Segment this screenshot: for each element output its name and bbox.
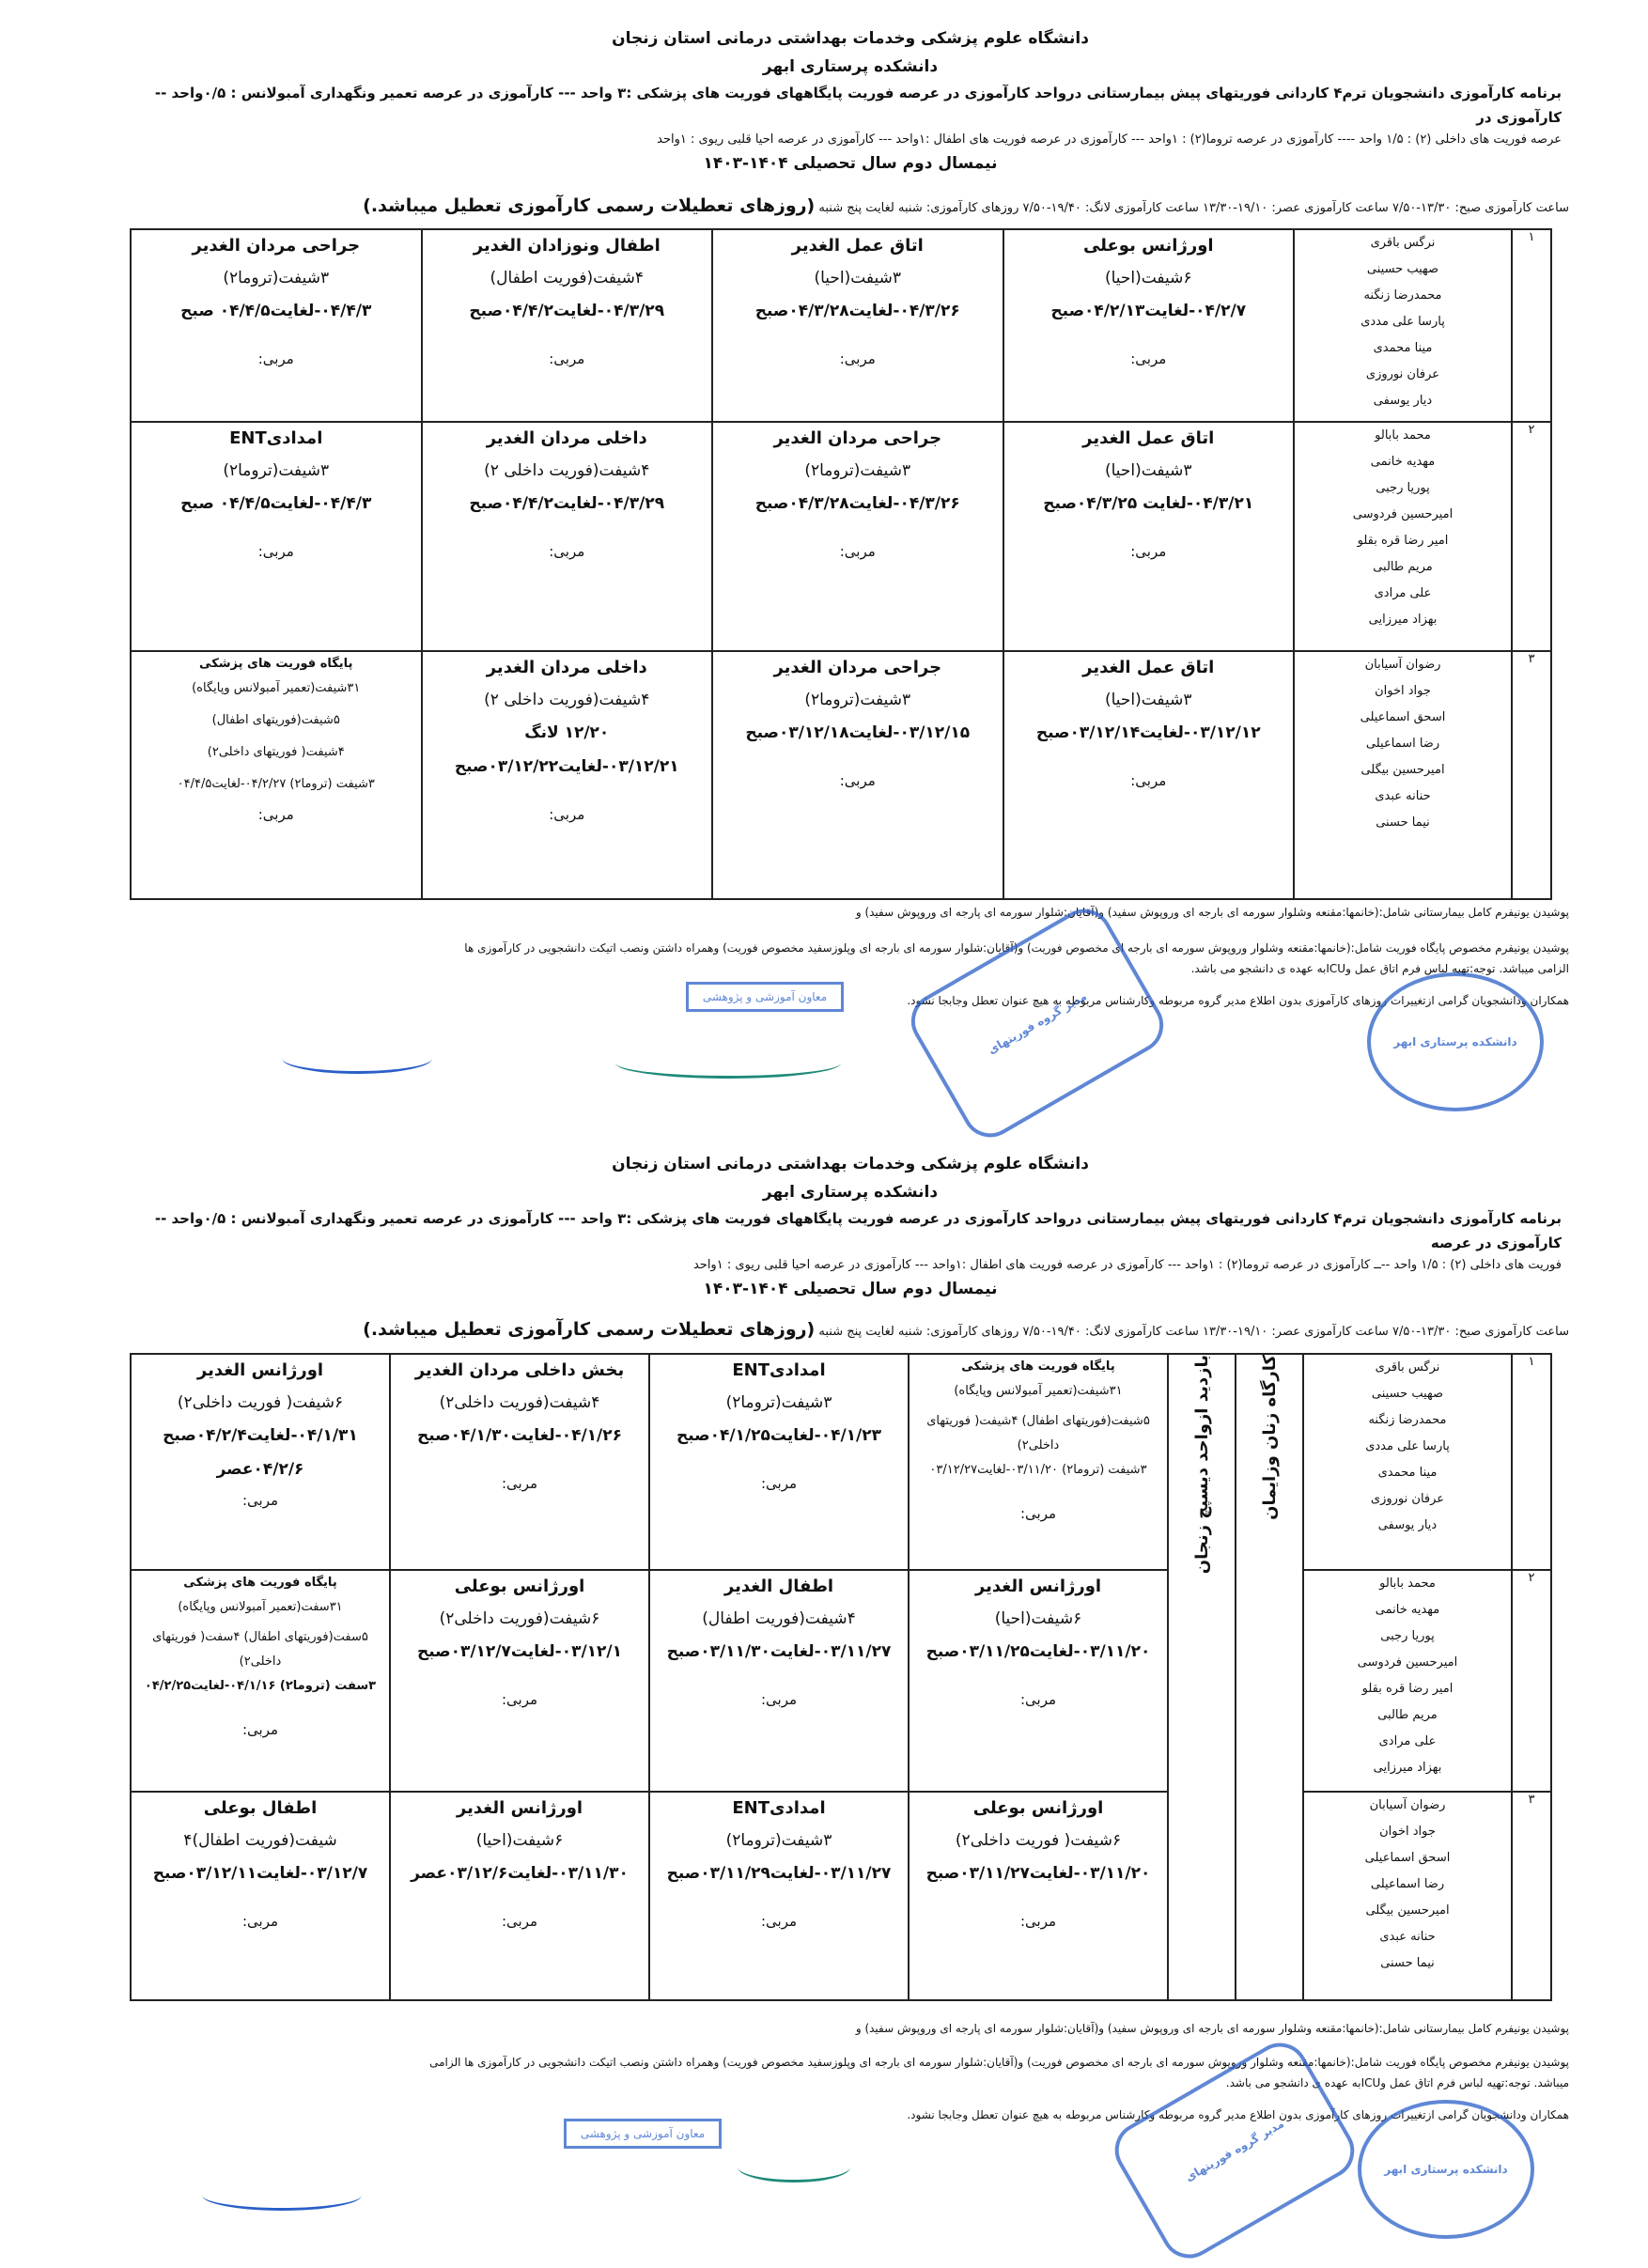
mentor-label: مربی: — [241, 1492, 279, 1509]
rotation-cell — [1003, 229, 1295, 422]
date-range: ۰۴/۴/۳-لغایت۰۴/۴/۵ صبح — [180, 494, 372, 513]
schedule-sheet-1 — [0, 0, 1648, 1118]
ward-name: اورژانس بوعلی — [454, 1577, 585, 1596]
shift-line: ۵شیفت(فوریتهای اطفال) — [211, 713, 340, 727]
student-name: نیما حسنی — [1376, 816, 1430, 830]
date-range: ۰۳/۱۲/۷-لغایت۰۳/۱۲/۱۱صبح — [152, 1864, 368, 1883]
shift-count: ۴شیفت(فوریت داخلی۲) — [439, 1393, 600, 1412]
shift-count: ۶شیفت(فوریت داخلی۲) — [439, 1609, 600, 1628]
program-description: برنامه کارآموزی دانشجویان ترم۴ کاردانی فوریتهای پیش بیمارستانی درواحد کارآموزی در عرصه فوریت پایگاههای فوریت های پزشکی :۳ واحد --- کارآموزی در عرصه تعمیر ونگهداری آمبولانس : ۰/۵واحد --کارآموزی در عرصه — [154, 1210, 1562, 1251]
ward-name: جراحی مردان الغدیر — [773, 428, 942, 448]
table-row — [131, 1354, 1551, 1570]
shift-count: ۳شیفت(تروما۲) — [725, 1831, 832, 1850]
notes-block — [132, 902, 1569, 1011]
ward-name: اطفال ونوزادان الغدیر — [473, 236, 661, 256]
student-name: امیرحسین بیگلی — [1365, 1903, 1450, 1918]
note-line: پوشیدن یونیفرم مخصوص پایگاه فوریت شامل:(خانمها:مقنعه وشلوار وروپوش سورمه ای بارجه ای مخصوص فوریت) و(آقایان:شلوار سورمه ای بارجه ای وپلوزسفید مخصوص فوریت) وهمراه داشتن ونصب اتیکت دانشجویی در کارآموزی ها الزامی — [429, 2056, 1569, 2069]
rotation-cell — [649, 1354, 909, 1570]
sheet-header — [132, 24, 1569, 177]
student-list — [1294, 422, 1512, 651]
signature-scribble — [738, 2151, 850, 2183]
note-line: میباشد. توجه:تهیه لباس فرم اتاق عمل وICUبه عهده ی دانشجو می باشد. — [1225, 2076, 1569, 2089]
student-list — [1294, 651, 1512, 899]
rotation-cell — [131, 651, 422, 899]
ward-name: پایگاه فوریت های پزشکی — [199, 657, 353, 671]
shift-count: ۴شیفت(فوریت داخلی ۲) — [484, 461, 650, 480]
shift-count: ۳شیفت(تروما۲) — [804, 691, 911, 709]
group-number: ۱ — [1512, 1354, 1551, 1570]
note-line: پوشیدن یونیفرم کامل بیمارستانی شامل:(خانمها:مقنعه وشلوار سورمه ای بارجه ای وروپوش سفید) و(آقایان:شلوار سورمه ای پارجه ای وروپوش سفید) و — [855, 906, 1569, 919]
student-name: امیر رضا قره بقلو — [1361, 1682, 1454, 1696]
shift-count: ۳شیفت(تروما۲) — [804, 461, 911, 480]
signature-scribble — [615, 1048, 841, 1079]
student-name: مریم طالبی — [1377, 1708, 1438, 1722]
student-name: دیار یوسفی — [1377, 1518, 1438, 1532]
student-name: صهیب حسینی — [1366, 262, 1439, 276]
date-range: ۰۳/۱۲/۲۱-لغایت۰۳/۱۲/۲۲صبح — [454, 757, 679, 776]
mentor-label: مربی: — [1130, 772, 1167, 789]
ward-name: داخلی مردان الغدیر — [486, 428, 647, 448]
stamp-text: مدیر گروه فوریتهای — [1183, 2117, 1286, 2184]
student-name: پوریا رجبی — [1376, 481, 1430, 495]
signature-scribble — [282, 1043, 432, 1074]
date-range: ۰۴/۱/۳۱-لغایت۰۴/۲/۴صبح — [163, 1426, 358, 1445]
program-units: فوریت های داخلی (۲) : ۱/۵ واحد --ــ کارآموزی در عرصه تروما(۲) : ۱واحد --- کارآموزی در عرصه فوریت های اطفال :۱واحد --- کارآموزی در عرصه احیا قلبی ریوی : ۱واحد — [692, 1258, 1562, 1272]
shift-count: ۳شیفت(تروما۲) — [223, 269, 330, 287]
rotation-cell — [712, 651, 1003, 899]
date-range: ۰۴/۲/۷-لغایت۰۴/۲/۱۳صبح — [1050, 302, 1247, 320]
ward-name: اطفال بوعلی — [203, 1798, 318, 1818]
mentor-label: مربی: — [257, 543, 294, 560]
student-name: اسحق اسماعیلی — [1364, 1851, 1451, 1865]
mentor-label: مربی: — [760, 1913, 798, 1930]
date-range: ۰۳/۱۲/۱۵-لغایت۰۳/۱۲/۱۸صبح — [745, 723, 971, 742]
student-name: دیار یوسفی — [1373, 394, 1433, 408]
stamp-text: مدیر گروه فوریتهای — [986, 989, 1089, 1057]
note-line: همکاران ودانشجویان گرامی ازتغییرات روزهای کارآموزی بدون اطلاع مدیر گروه مربوطه وکارشناس مربوطه به هیچ عنوان تعطل وجابجا نشود. — [907, 994, 1569, 1007]
ward-name: داخلی مردان الغدیر — [486, 658, 647, 677]
date-range: ۰۴/۳/۲۶-لغایت۰۴/۳/۲۸صبح — [754, 494, 960, 513]
shift-line: ۳شیفت (تروما۲) ۰۴/۲/۲۷-لغایت۰۴/۴/۵ — [177, 777, 375, 791]
date-range: ۰۳/۱۱/۲۰-لغایت۰۳/۱۱/۲۷صبح — [925, 1864, 1151, 1883]
table-row — [131, 651, 1551, 899]
ward-name: امدادیENT — [732, 1360, 826, 1380]
student-name: حنانه عبدی — [1379, 1930, 1436, 1944]
dispatch-visit-column — [1168, 1354, 1236, 2000]
group-number: ۲ — [1512, 1570, 1551, 1792]
mentor-label: مربی: — [501, 1475, 538, 1492]
student-name: امیر رضا قره بقلو — [1357, 534, 1449, 548]
shift-count: ۳شیفت(تروما۲) — [725, 1393, 832, 1412]
student-name: محمدرضا زنگنه — [1363, 288, 1442, 303]
group-number: ۳ — [1512, 1792, 1551, 2000]
mentor-label: مربی: — [241, 1913, 279, 1930]
training-hours — [132, 1319, 1569, 1340]
ward-name: اتاق عمل الغدیر — [791, 236, 924, 256]
rotation-cell — [909, 1570, 1168, 1792]
schedule-sheet-2 — [0, 1137, 1648, 2244]
stamp-text: معاون آموزشی و پژوهشی — [702, 990, 828, 1003]
note-line: همکاران ودانشجویان گرامی ازتغییرات روزهای کارآموزی بدون اطلاع مدیر گروه مربوطه وکارشناس مربوطه به هیچ عنوان تعطل وجابجا نشود. — [907, 2108, 1569, 2121]
shift-count: ۳۱شیفت(تعمیر آمبولانس وپایگاه) — [192, 681, 361, 695]
student-name: رضوان آسیابان — [1364, 658, 1441, 672]
student-name: محمد بابالو — [1379, 1577, 1436, 1591]
evening-shift-date: ۰۴/۲/۶عصر — [216, 1460, 304, 1479]
sheet-header — [132, 1150, 1569, 1302]
ward-name: اورژانس الغدیر — [196, 1360, 324, 1380]
ward-name: اطفال الغدیر — [723, 1577, 834, 1596]
date-range: ۰۳/۱۲/۱-لغایت۰۳/۱۲/۷صبح — [416, 1642, 623, 1661]
rotation-cell — [422, 422, 713, 651]
student-name: عرفان نوروزی — [1365, 367, 1440, 381]
note-line: الزامی میباشد. توجه:تهیه لباس فرم اتاق عمل وICUبه عهده ی دانشجو می باشد. — [1190, 962, 1569, 975]
rotation-cell — [712, 422, 1003, 651]
rotation-cell — [649, 1792, 909, 2000]
date-range: ۰۴/۱/۲۶-لغایت۰۴/۱/۳۰صبح — [416, 1426, 623, 1445]
student-name: جواد اخوان — [1379, 1825, 1436, 1839]
date-range: ۰۳/۱۲/۱۲-لغایت۰۳/۱۲/۱۴صبح — [1035, 723, 1261, 742]
student-name: رضا اسماعیلی — [1370, 1877, 1445, 1891]
mentor-label: مربی: — [257, 806, 294, 823]
group-number: ۲ — [1512, 422, 1551, 651]
mentor-label: مربی: — [1130, 350, 1167, 367]
shift-count: ۶شیفت(احیا) — [1104, 269, 1192, 287]
university-title: دانشگاه علوم پزشکی وخدمات بهداشتی درمانی استان زنجان — [612, 29, 1089, 48]
rotation-cell — [131, 1570, 390, 1792]
ward-name: اورژانس الغدیر — [456, 1798, 583, 1818]
date-range: ۰۳/۱۱/۲۰-لغایت۰۳/۱۱/۲۵صبح — [925, 1642, 1151, 1661]
school-title: دانشکده پرستاری ابهر — [762, 1183, 939, 1202]
mentor-label: مربی: — [839, 350, 876, 367]
student-name: پارسا علی مددی — [1360, 315, 1445, 329]
ward-name: جراحی مردان الغدیر — [773, 658, 942, 677]
term-title: نیمسال دوم سال تحصیلی ۱۴۰۴-۱۴۰۳ — [703, 154, 998, 173]
group-number: ۳ — [1512, 651, 1551, 899]
mentor-label: مربی: — [839, 772, 876, 789]
program-units: عرصه فوریت های داخلی (۲) : ۱/۵ واحد ---- کارآموزی در عرصه تروما(۲) : ۱واحد --- کارآموزی در عرصه فوریت های اطفال :۱واحد --- کارآموزی در عرصه احیا قلبی ریوی : ۱واحد — [657, 132, 1562, 147]
rotation-cell — [909, 1792, 1168, 2000]
student-name: علی مرادی — [1374, 586, 1432, 600]
note-line: پوشیدن یونیفرم کامل بیمارستانی شامل:(خانمها:مقنعه وشلوار سورمه ای بارجه ای وروپوش سفید) و(آقایان:شلوار سورمه ای پارجه ای وروپوش سفید) و — [855, 2022, 1569, 2035]
school-seal — [1367, 972, 1544, 1111]
shift-line: ۳شیفت (تروما۲) ۰۳/۱۱/۲۰-لغایت۰۳/۱۲/۲۷ — [929, 1463, 1147, 1477]
mentor-label: مربی: — [1019, 1913, 1057, 1930]
table-row — [131, 1792, 1551, 2000]
ward-name: اورژانس الغدیر — [974, 1577, 1102, 1596]
shift-count: ۳۱سفت(تعمیر آمبولانس وپایگاه) — [178, 1600, 343, 1614]
shift-count: ۳شیفت(احیا) — [814, 269, 902, 287]
stamp-text: معاون آموزشی و پژوهشی — [580, 2127, 706, 2140]
student-name: نیما حسنی — [1380, 1956, 1435, 1970]
student-name: مهدیه خانمی — [1370, 455, 1436, 469]
group-number: ۱ — [1512, 229, 1551, 422]
deputy-stamp — [564, 2119, 722, 2149]
ward-name: امدادیENT — [732, 1798, 826, 1818]
workshop-label: کارگاه زنان وزایمان — [1259, 1355, 1280, 1520]
ward-name: اورژانس بوعلی — [1082, 236, 1214, 256]
dispatch-visit-label: بازدید ازواحد دیسپچ زنجان — [1191, 1355, 1212, 1575]
student-name: محمدرضا زنگنه — [1368, 1413, 1447, 1427]
student-name: حنانه عبدی — [1375, 789, 1431, 803]
rotation-cell — [131, 229, 422, 422]
note-line: پوشیدن یونیفرم مخصوص پایگاه فوریت شامل:(خانمها:مقنعه وشلوار وروپوش سورمه ای بارجه ای مخصوص فوریت) و(آقایان:شلوار سورمه ای بارجه ای وپلوزسفید مخصوص فوریت) وهمراه داشتن ونصب اتیکت دانشجویی در کارآموزی ها — [464, 941, 1569, 955]
mentor-label: مربی: — [549, 543, 585, 560]
date-range: ۰۴/۳/۲۱-لغایت ۰۴/۳/۲۵صبح — [1043, 494, 1254, 513]
shift-count: ۴شیفت(فوریت اطفال) — [490, 269, 644, 287]
rotation-cell — [390, 1354, 649, 1570]
rotation-cell — [422, 651, 713, 899]
mentor-label: مربی: — [1130, 543, 1167, 560]
mentor-label: مربی: — [501, 1691, 538, 1708]
shift-count: ۶شیفت(احیا) — [994, 1609, 1082, 1628]
student-name: مینا محمدی — [1377, 1466, 1438, 1480]
student-name: عرفان نوروزی — [1370, 1492, 1445, 1506]
shift-line: ۴شیفت( فوریتهای داخلی۲) — [207, 745, 345, 759]
student-name: مهدیه خانمی — [1375, 1603, 1440, 1617]
ward-name: اتاق عمل الغدیر — [1082, 658, 1215, 677]
rotation-cell — [712, 229, 1003, 422]
table-row — [131, 1570, 1551, 1792]
seal-text: دانشکده پرستاری ابهر — [1393, 1035, 1517, 1049]
rotation-cell — [131, 1354, 390, 1570]
shift-line: ۵سفت(فوریتهای اطفال) ۴سفت( فوریتهای داخلی۲) — [152, 1630, 368, 1669]
seal-text: دانشکده پرستاری ابهر — [1384, 2163, 1508, 2176]
date-range: ۰۴/۴/۳-لغایت۰۴/۴/۵ صبح — [180, 302, 372, 320]
date-range: ۰۳/۱۱/۳۰-لغایت۰۳/۱۲/۶عصر — [411, 1864, 629, 1883]
shift-line: ۳سفت (تروما۲) ۰۴/۱/۱۶-لغایت۰۴/۲/۲۵ — [144, 1679, 377, 1693]
mentor-label: مربی: — [549, 350, 585, 367]
mentor-label: مربی: — [257, 350, 294, 367]
date-range: ۰۴/۳/۲۹-لغایت۰۴/۴/۲صبح — [469, 494, 665, 513]
long-shift-date: ۱۲/۲۰ لانگ — [524, 723, 610, 742]
holiday-note: (روزهای تعطیلات رسمی کارآموزی تعطیل میباشد.) — [363, 1319, 816, 1340]
student-name: محمد بابالو — [1375, 428, 1431, 443]
student-name: جواد اخوان — [1375, 684, 1431, 698]
mentor-label: مربی: — [1019, 1691, 1057, 1708]
program-description: برنامه کارآموزی دانشجویان ترم۴ کاردانی فوریتهای پیش بیمارستانی درواحد کارآموزی در عرصه فوریت پایگاههای فوریت های پزشکی :۳ واحد --- کارآموزی در عرصه تعمیر ونگهداری آمبولانس : ۰/۵واحد --کارآموزی در — [154, 85, 1562, 126]
mentor-label: مربی: — [839, 543, 876, 560]
mentor-label: مربی: — [549, 806, 585, 823]
student-name: نرگس باقری — [1370, 236, 1436, 250]
shift-line: ۵شیفت(فوریتهای اطفال) ۴شیفت( فوریتهای داخلی۲) — [926, 1414, 1150, 1452]
mentor-label: مربی: — [501, 1913, 538, 1930]
shift-count: شیفت(فوریت اطفال)۴ — [183, 1831, 337, 1850]
student-name: امیرحسین فردوسی — [1352, 507, 1454, 521]
student-name: پوریا رجبی — [1380, 1629, 1435, 1643]
mentor-label: مربی: — [760, 1691, 798, 1708]
ward-name: پایگاه فوریت های پزشکی — [183, 1576, 337, 1590]
table-row — [131, 422, 1551, 651]
notes-block — [132, 2018, 1569, 2125]
student-list — [1303, 1792, 1512, 2000]
rotation-cell — [390, 1570, 649, 1792]
date-range: ۰۴/۱/۲۳-لغایت۰۴/۱/۲۵صبح — [676, 1426, 882, 1445]
student-name: اسحق اسماعیلی — [1360, 710, 1446, 724]
student-name: امیرحسین بیگلی — [1360, 763, 1445, 777]
shift-count: ۴شیفت(فوریت داخلی ۲) — [484, 691, 650, 709]
student-name: بهزاد میرزایی — [1368, 613, 1438, 627]
ward-name: امدادیENT — [229, 428, 323, 448]
shift-count: ۶شیفت( فوریت داخلی۲) — [955, 1831, 1122, 1850]
ward-name: بخش داخلی مردان الغدیر — [414, 1360, 625, 1380]
mentor-label: مربی: — [1019, 1505, 1057, 1522]
date-range: ۰۴/۳/۲۹-لغایت۰۴/۴/۲صبح — [469, 302, 665, 320]
holiday-note: (روزهای تعطیلات رسمی کارآموزی تعطیل میباشد.) — [363, 195, 816, 216]
shift-count: ۶شیفت(احیا) — [475, 1831, 564, 1850]
workshop-column — [1236, 1354, 1303, 2000]
student-name: صهیب حسینی — [1371, 1387, 1444, 1401]
rotation-cell — [131, 422, 422, 651]
rotation-cell — [909, 1354, 1168, 1570]
student-name: امیرحسین فردوسی — [1357, 1655, 1458, 1670]
date-range: ۰۴/۳/۲۶-لغایت۰۴/۳/۲۸صبح — [754, 302, 960, 320]
shift-count: ۴شیفت(فوریت اطفال) — [702, 1609, 856, 1628]
schedule-table — [130, 1353, 1552, 2001]
student-name: نرگس باقری — [1375, 1360, 1440, 1375]
shift-count: ۳۱شیفت(تعمیر آمبولانس وپایگاه) — [954, 1384, 1123, 1398]
table-row — [131, 229, 1551, 422]
date-range: ۰۳/۱۱/۲۷-لغایت۰۳/۱۱/۳۰صبح — [666, 1642, 892, 1661]
shift-count: ۳شیفت(احیا) — [1104, 691, 1192, 709]
shift-count: ۳شیفت(احیا) — [1104, 461, 1192, 480]
student-name: بهزاد میرزایی — [1373, 1761, 1442, 1775]
training-hours — [132, 195, 1569, 216]
rotation-cell — [1003, 651, 1295, 899]
student-name: مینا محمدی — [1373, 341, 1433, 355]
rotation-cell — [649, 1570, 909, 1792]
rotation-cell — [131, 1792, 390, 2000]
university-title: دانشگاه علوم پزشکی وخدمات بهداشتی درمانی استان زنجان — [612, 1155, 1089, 1173]
student-name: علی مرادی — [1378, 1734, 1437, 1748]
rotation-cell — [422, 229, 713, 422]
rotation-cell — [390, 1792, 649, 2000]
signature-scribble — [202, 2180, 362, 2211]
rotation-cell — [1003, 422, 1295, 651]
ward-name: پایگاه فوریت های پزشکی — [961, 1359, 1115, 1374]
schedule-table — [130, 228, 1552, 900]
student-list — [1294, 229, 1512, 422]
shift-count: ۳شیفت(تروما۲) — [223, 461, 330, 480]
school-title: دانشکده پرستاری ابهر — [762, 57, 939, 76]
hours-text: ساعت کارآموزی صبح: ۱۳/۳۰-۷/۵۰ ساعت کارآموزی عصر: ۱۹/۱۰-۱۳/۳۰ ساعت کارآموزی لانگ: ۱۹/۴۰-۷/۵۰ روزهای کارآموزی: شنبه لغایت پنج شنبه — [818, 1325, 1569, 1339]
deputy-stamp — [686, 982, 844, 1012]
hours-text: ساعت کارآموزی صبح: ۱۳/۳۰-۷/۵۰ ساعت کارآموزی عصر: ۱۹/۱۰-۱۳/۳۰ ساعت کارآموزی لانگ: ۱۹/۴۰-۷/۵۰ روزهای کارآموزی: شنبه لغایت پنج شنبه — [818, 201, 1569, 215]
student-list — [1303, 1354, 1512, 1570]
mentor-label: مربی: — [760, 1475, 798, 1492]
mentor-label: مربی: — [241, 1721, 279, 1738]
student-name: مریم طالبی — [1373, 560, 1433, 574]
school-seal — [1358, 2100, 1534, 2239]
student-name: رضا اسماعیلی — [1365, 737, 1440, 751]
ward-name: جراحی مردان الغدیر — [192, 236, 361, 256]
student-list — [1303, 1570, 1512, 1792]
date-range: ۰۳/۱۱/۲۷-لغایت۰۳/۱۱/۲۹صبح — [666, 1864, 892, 1883]
ward-name: اتاق عمل الغدیر — [1082, 428, 1215, 448]
ward-name: اورژانس بوعلی — [972, 1798, 1104, 1818]
shift-count: ۶شیفت( فوریت داخلی۲) — [177, 1393, 344, 1412]
student-name: رضوان آسیابان — [1369, 1798, 1446, 1812]
term-title: نیمسال دوم سال تحصیلی ۱۴۰۴-۱۴۰۳ — [703, 1280, 998, 1298]
student-name: پارسا علی مددی — [1365, 1439, 1450, 1453]
